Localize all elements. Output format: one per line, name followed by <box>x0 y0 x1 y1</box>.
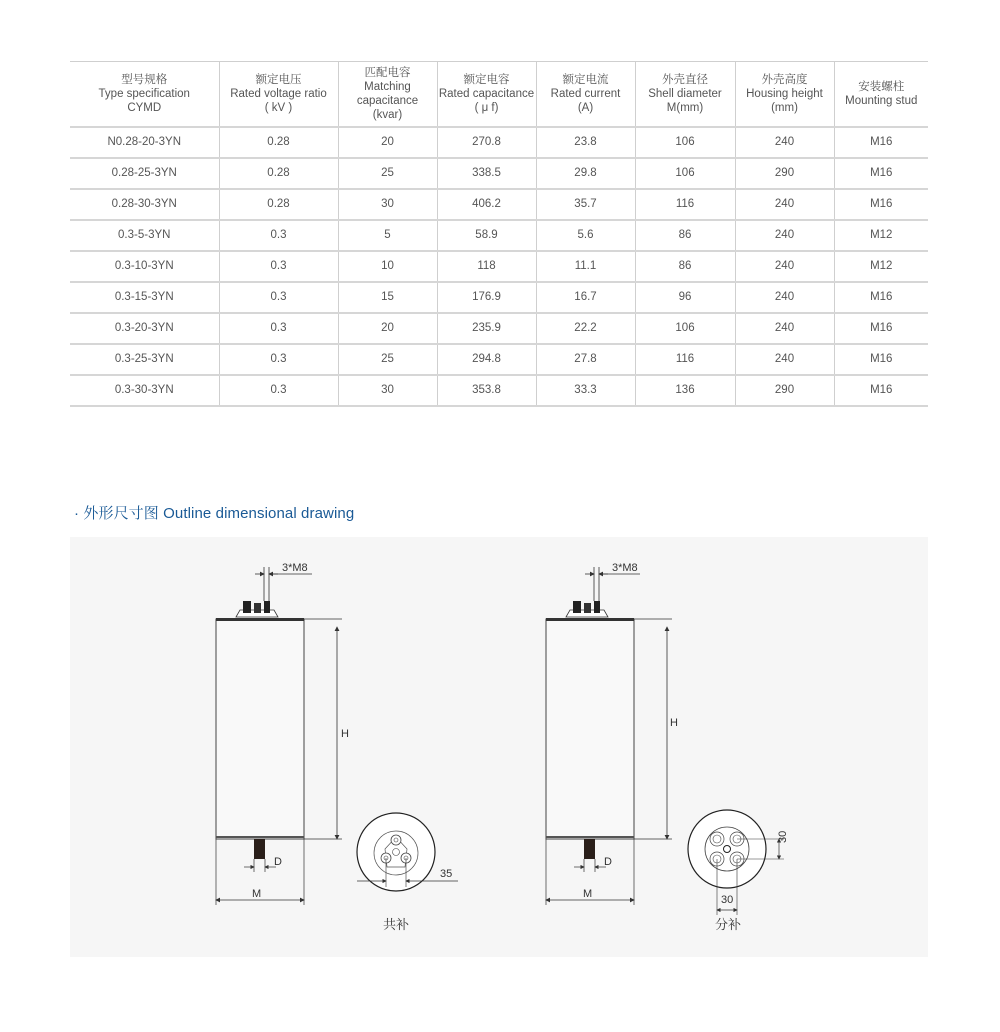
table-row <box>70 251 928 282</box>
bolt-spacing-horizontal-label: 30 <box>721 894 734 906</box>
table-row <box>70 189 928 220</box>
column-header-line: 型号规格 <box>121 73 168 86</box>
stud-diameter-label-left: D <box>274 856 282 868</box>
outline-drawing-panel <box>70 537 928 957</box>
column-header-line: Matching <box>364 80 411 93</box>
table-cell: 176.9 <box>437 282 536 313</box>
table-cell: 0.3-15-3YN <box>70 282 219 313</box>
table-row <box>70 375 928 406</box>
table-cell: 0.3 <box>219 344 338 375</box>
height-label-left: H <box>341 728 349 740</box>
capacitor-drawing-right <box>546 567 784 915</box>
table-cell: 240 <box>735 282 834 313</box>
table-cell: 25 <box>338 158 437 189</box>
column-header-line: Shell diameter <box>648 87 722 100</box>
caption-common-compensation: 共补 <box>383 917 410 932</box>
table-cell: 0.28 <box>219 127 338 158</box>
bolt-spacing-vertical-label: 30 <box>777 830 789 843</box>
table-cell: 15 <box>338 282 437 313</box>
table-cell: N0.28-20-3YN <box>70 127 219 158</box>
column-header-line: Type specification <box>98 87 190 100</box>
table-cell: M16 <box>834 375 928 406</box>
table-cell: 29.8 <box>536 158 635 189</box>
shell-diameter-label-right: M <box>583 888 593 900</box>
column-header-line: capacitance <box>356 94 419 107</box>
table-cell: 0.3-30-3YN <box>70 375 219 406</box>
column-header <box>70 62 219 127</box>
table-cell: 294.8 <box>437 344 536 375</box>
column-header-line: M(mm) <box>666 101 704 114</box>
table-cell: 0.3 <box>219 375 338 406</box>
column-header <box>735 62 834 127</box>
table-cell: 0.3-10-3YN <box>70 251 219 282</box>
table-cell: 5 <box>338 220 437 251</box>
table-cell: 0.3 <box>219 220 338 251</box>
table-row <box>70 127 928 158</box>
column-header-line: Housing height <box>746 87 823 100</box>
table-cell: 0.3-25-3YN <box>70 344 219 375</box>
column-header <box>219 62 338 127</box>
column-header <box>834 62 928 127</box>
table-cell: 0.28-30-3YN <box>70 189 219 220</box>
table-cell: 116 <box>635 344 735 375</box>
terminal-size-label-left: 3*M8 <box>282 562 308 574</box>
table-cell: 136 <box>635 375 735 406</box>
column-header-line: (kvar) <box>372 108 403 121</box>
table-cell: 240 <box>735 251 834 282</box>
table-cell: 106 <box>635 127 735 158</box>
table-cell: 240 <box>735 313 834 344</box>
column-header-line: CYMD <box>127 101 162 114</box>
table-cell: M12 <box>834 251 928 282</box>
table-body <box>70 127 928 406</box>
table-row <box>70 220 928 251</box>
column-header-line: 额定电流 <box>562 73 609 86</box>
column-header-line: 额定电容 <box>463 73 510 86</box>
table-cell: 30 <box>338 375 437 406</box>
table-cell: 96 <box>635 282 735 313</box>
column-header <box>338 62 437 127</box>
table-cell: 0.3 <box>219 251 338 282</box>
table-cell: 235.9 <box>437 313 536 344</box>
table-cell: 23.8 <box>536 127 635 158</box>
table-header-row <box>70 62 928 127</box>
table-cell: 20 <box>338 127 437 158</box>
stud-diameter-label-right: D <box>604 856 612 868</box>
shell-diameter-label-left: M <box>252 888 262 900</box>
table-cell: M16 <box>834 282 928 313</box>
column-header-line: 匹配电容 <box>364 66 411 79</box>
table-cell: 116 <box>635 189 735 220</box>
height-label-right: H <box>670 717 678 729</box>
column-header <box>437 62 536 127</box>
table-cell: 0.28 <box>219 158 338 189</box>
column-header <box>536 62 635 127</box>
table-cell: 240 <box>735 344 834 375</box>
table-cell: 118 <box>437 251 536 282</box>
table-cell: 290 <box>735 158 834 189</box>
table-cell: 0.28 <box>219 189 338 220</box>
table-row <box>70 282 928 313</box>
table-cell: 406.2 <box>437 189 536 220</box>
outline-drawing-svg <box>70 537 928 957</box>
table-cell: 240 <box>735 220 834 251</box>
spec-table <box>70 61 928 407</box>
table-cell: 25 <box>338 344 437 375</box>
table-cell: 35.7 <box>536 189 635 220</box>
table-cell: 16.7 <box>536 282 635 313</box>
section-title: · 外形尺寸图 Outline dimensional drawing <box>74 505 355 522</box>
table-cell: 58.9 <box>437 220 536 251</box>
table-cell: 27.8 <box>536 344 635 375</box>
table-cell: M16 <box>834 127 928 158</box>
column-header-line: 外壳高度 <box>761 73 808 86</box>
table-cell: 0.3-20-3YN <box>70 313 219 344</box>
column-header-line: 额定电压 <box>255 73 302 86</box>
table-cell: 106 <box>635 313 735 344</box>
table-cell: 33.3 <box>536 375 635 406</box>
table-cell: 86 <box>635 220 735 251</box>
table-cell: 0.3 <box>219 282 338 313</box>
column-header <box>635 62 735 127</box>
column-header-line: 安装螺柱 <box>858 80 905 93</box>
terminal-size-label-right: 3*M8 <box>612 562 638 574</box>
caption-split-compensation: 分补 <box>715 917 742 932</box>
table-row <box>70 158 928 189</box>
bolt-spacing-label-left: 35 <box>440 868 453 880</box>
column-header-line: Mounting stud <box>845 94 918 107</box>
table-cell: 30 <box>338 189 437 220</box>
table-cell: 20 <box>338 313 437 344</box>
table-cell: M16 <box>834 189 928 220</box>
column-header-line: (mm) <box>771 101 798 114</box>
table-cell: M16 <box>834 344 928 375</box>
table-cell: 240 <box>735 127 834 158</box>
column-header-line: ( kV ) <box>264 101 293 114</box>
table-row <box>70 313 928 344</box>
table-cell: M16 <box>834 313 928 344</box>
table-cell: 290 <box>735 375 834 406</box>
column-header-line: Rated current <box>550 87 621 100</box>
table-cell: 11.1 <box>536 251 635 282</box>
table-cell: M12 <box>834 220 928 251</box>
table-cell: 0.3 <box>219 313 338 344</box>
table-cell: 106 <box>635 158 735 189</box>
table-cell: 10 <box>338 251 437 282</box>
table-cell: 353.8 <box>437 375 536 406</box>
table-cell: 86 <box>635 251 735 282</box>
capacitor-drawing-left <box>216 567 458 905</box>
table-cell: 0.3-5-3YN <box>70 220 219 251</box>
table-row <box>70 344 928 375</box>
column-header-line: 外壳直径 <box>662 73 708 86</box>
column-header-line: ( μ f) <box>474 101 499 114</box>
table-cell: 22.2 <box>536 313 635 344</box>
table-cell: 5.6 <box>536 220 635 251</box>
column-header-line: (A) <box>577 101 594 114</box>
table-cell: 270.8 <box>437 127 536 158</box>
table-cell: 0.28-25-3YN <box>70 158 219 189</box>
table-cell: 240 <box>735 189 834 220</box>
column-header-line: Rated capacitance <box>438 87 535 100</box>
column-header-line: Rated voltage ratio <box>230 87 327 100</box>
table-cell: 338.5 <box>437 158 536 189</box>
table-cell: M16 <box>834 158 928 189</box>
